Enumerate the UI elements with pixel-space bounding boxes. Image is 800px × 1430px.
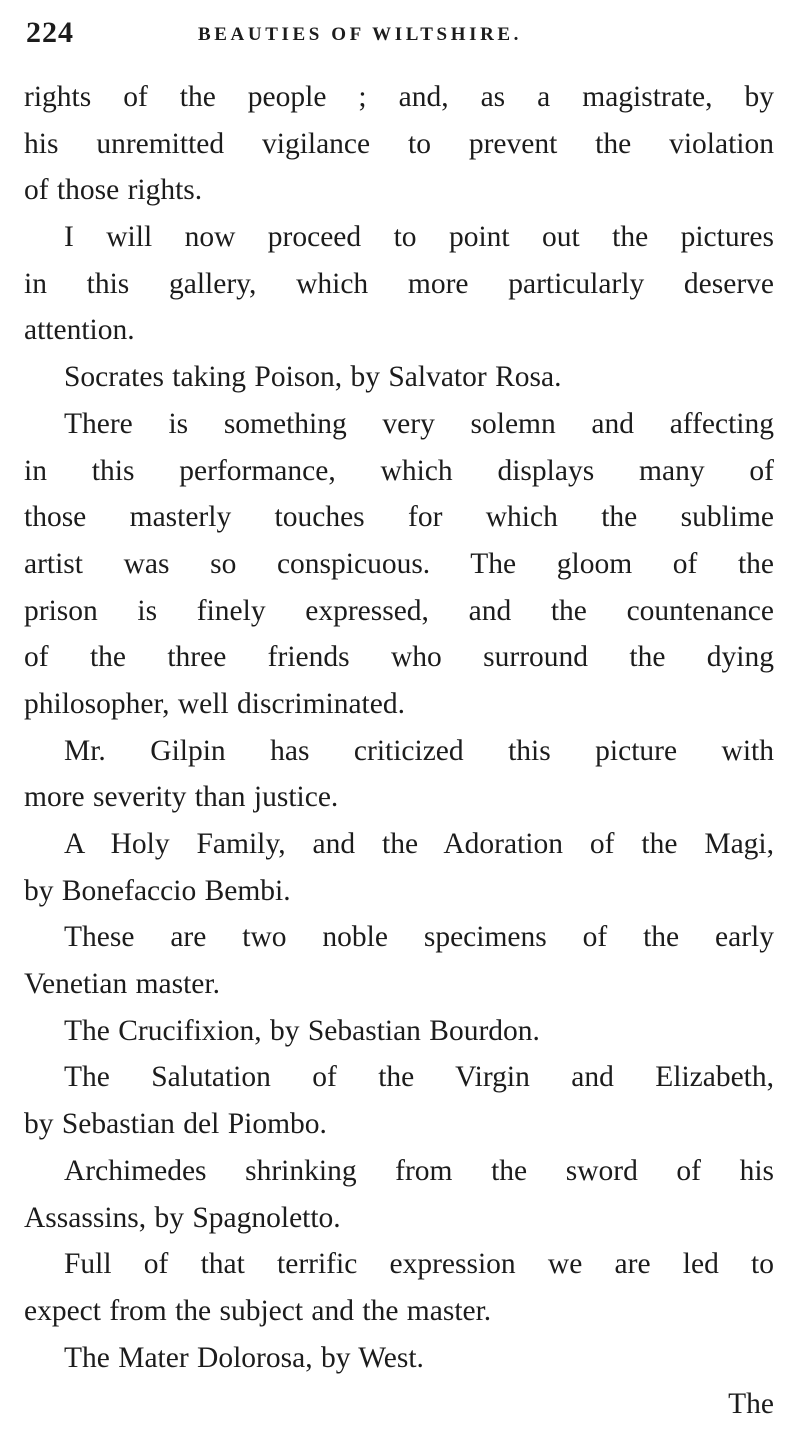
text-line: in this performance, which displays many of xyxy=(24,454,774,487)
text-line: A Holy Family, and the Adoration of the Magi, xyxy=(64,828,774,860)
text-line: Full of that terrific expression we are led to xyxy=(64,1248,774,1281)
text-line: prison is finely expressed, and the countenance xyxy=(24,594,774,627)
text-line: The Salutation of the Virgin and Elizabeth, xyxy=(64,1061,774,1094)
text-line: Socrates taking Poison, by Salvator Rosa. xyxy=(64,361,562,394)
text-line: I will now proceed to point out the pictures xyxy=(64,221,774,254)
running-head xyxy=(26,14,776,54)
text-line: The Crucifixion, by Sebastian Bourdon. xyxy=(64,1014,540,1047)
text-line: Archimedes shrinking from the sword of his xyxy=(64,1154,774,1187)
text-line: by Bonefaccio Bembi. xyxy=(24,874,291,907)
text-line: rights of the people ; and, as a magistrate, by xyxy=(24,81,774,113)
text-line: expect from the subject and the master. xyxy=(24,1294,492,1327)
running-title: BEAUTIES OF WILTSHIRE. xyxy=(198,24,523,45)
text-line: There is something very solemn and affecting xyxy=(64,407,774,440)
text-line: philosopher, well discriminated. xyxy=(24,687,405,720)
text-line: of those rights. xyxy=(24,174,203,207)
body-text xyxy=(24,74,774,1428)
text-line: by Sebastian del Piombo. xyxy=(24,1108,327,1141)
text-line: Venetian master. xyxy=(24,968,220,1001)
text-line: attention. xyxy=(24,314,135,347)
text-line: his unremitted vigilance to prevent the violation xyxy=(24,127,774,160)
text-line: those masterly touches for which the sublime xyxy=(24,501,774,534)
text-line: Assassins, by Spagnoletto. xyxy=(24,1201,341,1234)
text-line: of the three friends who surround the dying xyxy=(24,641,774,674)
page-number: 224 xyxy=(26,16,74,49)
text-line: These are two noble specimens of the early xyxy=(64,921,774,954)
text-line: artist was so conspicuous. The gloom of the xyxy=(24,547,774,580)
text-line: Mr. Gilpin has criticized this picture with xyxy=(64,734,774,767)
catchword: The xyxy=(728,1388,774,1421)
text-line: in this gallery, which more particularly deserve xyxy=(24,267,774,300)
text-line: more severity than justice. xyxy=(24,781,339,814)
text-line: The Mater Dolorosa, by West. xyxy=(64,1341,424,1374)
